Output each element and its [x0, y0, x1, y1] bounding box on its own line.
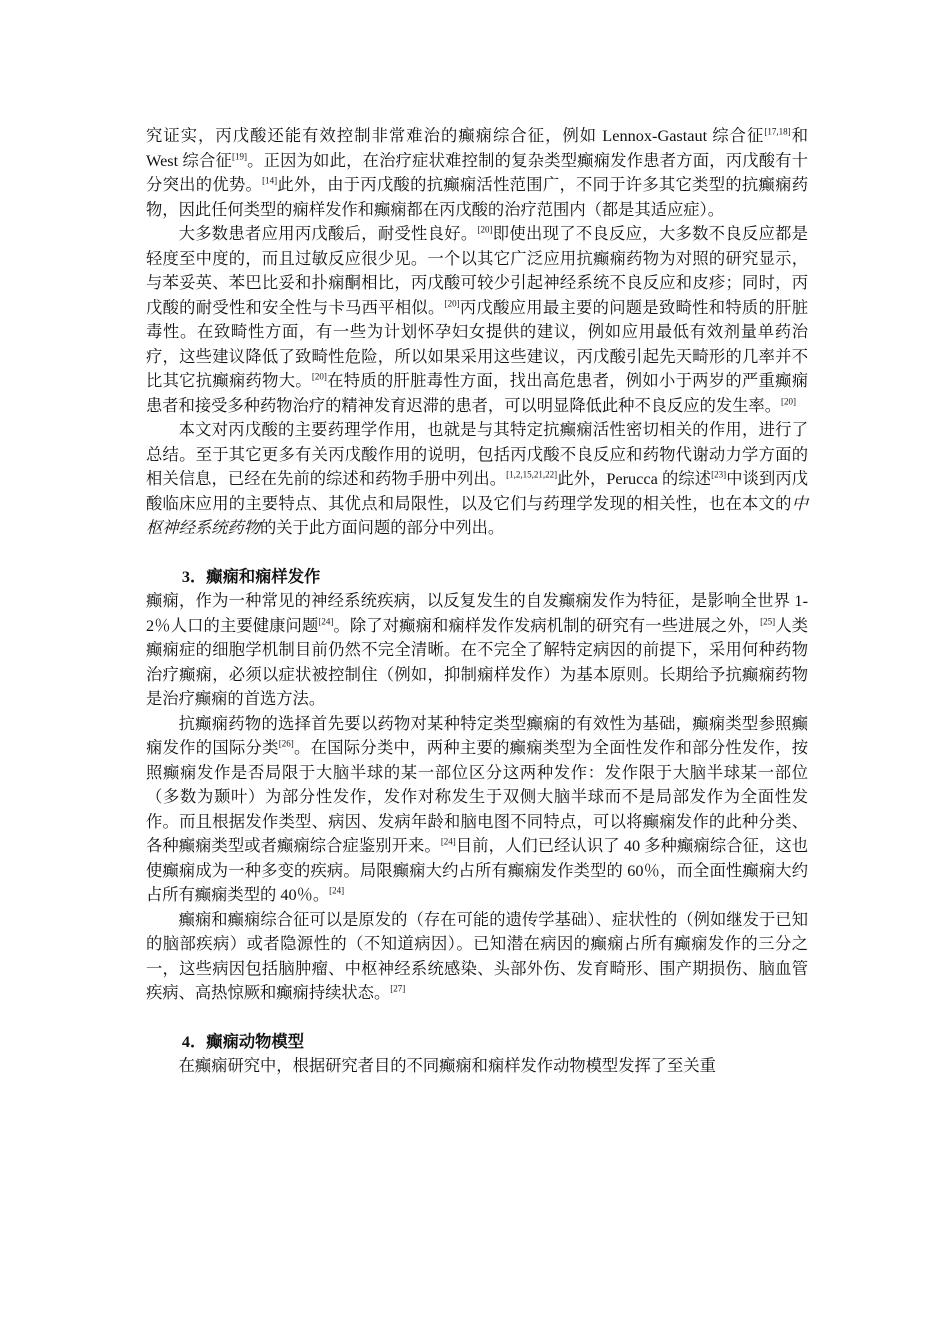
body-text: 此外，Perucca 的综述: [557, 469, 712, 488]
citation: [17,18]: [764, 126, 791, 137]
citation: [20]: [311, 371, 327, 382]
citation: [20]: [780, 396, 796, 407]
citation: [23]: [711, 469, 727, 480]
body-text: 。在国际分类中，两种主要的癫痫类型为全面性发作和部分性发作，按照癫痫发作是否局限于大脑半球的某一部位区分这两种发作：发作限于大脑半球某一部位（多数为颞叶）为部分性发作，发作对称发生于双侧大脑半球而不是局部发作为全面性发作。而且根据发作类型、病因、发病年龄和脑电图不同特点，可以将癫痫发作的此种分类、各种癫痫类型或者癫痫综合症鉴别开来。: [146, 738, 808, 855]
citation: [24]: [318, 616, 334, 627]
body-text: 此外，由于丙戊酸的抗癫痫活性范围广，不同于许多其它类型的抗癫痫药物，因此任何类型的痫样发作和癫痫都在丙戊酸的治疗范围内（都是其适应症）。: [146, 175, 808, 219]
body-text: 究证实，丙戊酸还能有效控制非常难治的癫痫综合征，例如 Lennox-Gastaut 综合征: [146, 126, 765, 145]
body-text: 人类癫痫症的细胞学机制目前仍然不完全清晰。在不完全了解特定病因的前提下，采用何种药物治疗癫痫，必须以症状被控制住（例如，抑制痫样发作）为基本原则。长期给予抗癫痫药物是治疗癫痫的首选方法。: [146, 615, 808, 708]
body-text: 和 West 综合征: [146, 126, 808, 170]
citation: [24]: [440, 836, 456, 847]
citation: [25]: [760, 616, 776, 627]
body-text: 目前，人们已经认识了 40 多种癫痫综合征，这也使癫痫成为一种多变的疾病。局限癫痫大约占所有癫痫发作类型的 60％，而全面性癫痫大约占所有癫痫类型的 40％。: [146, 836, 808, 904]
citation: [1,2,15,21,22]: [506, 469, 558, 480]
paragraph: [146, 222, 808, 418]
spacer: [146, 541, 808, 565]
paragraph: [146, 712, 808, 908]
body-text: 癫痫和癫痫综合征可以是原发的（存在可能的遗传学基础）、症状性的（例如继发于已知的脑部疾病）或者隐源性的（不知道病因）。已知潜在病因的癫痫占所有癫痫发作的三分之一，这些病因包括脑肿瘤、中枢神经系统感染、头部外伤、发育畸形、围产期损伤、脑血管疾病、高热惊厥和癫痫持续状态。: [146, 909, 808, 1002]
body-text: 癫痫，作为一种常见的神经系统疾病，以反复发生的自发癫痫发作为特征，是影响全世界 1-2％人口的主要健康问题: [146, 591, 808, 635]
body-text: 在癫痫研究中，根据研究者目的不同癫痫和痫样发作动物模型发挥了至关重: [178, 1056, 716, 1075]
citation: [19]: [231, 151, 247, 162]
citation: [24]: [329, 885, 345, 896]
section-heading: 3．癫痫和痫样发作: [181, 566, 321, 586]
paragraph: [146, 418, 808, 541]
body-text: 。除了对癫痫和痫样发作发病机制的研究有一些进展之外，: [333, 615, 761, 635]
body-text: 大多数患者应用丙戊酸后，耐受性良好。: [178, 224, 478, 243]
citation: [26]: [278, 738, 294, 749]
spacer: [146, 1006, 808, 1030]
body-text: 抗癫痫药物的选择首先要以药物对某种特定类型癫痫的有效性为基础，癫痫类型参照癫痫发作的国际分类: [146, 713, 808, 757]
citation: [27]: [390, 983, 406, 994]
paragraph: [146, 908, 808, 1006]
body-text: 。正因为如此，在治疗症状难控制的复杂类型癫痫发作患者方面，丙戊酸有十分突出的优势。: [146, 150, 808, 194]
citation: [20]: [477, 224, 493, 235]
italic-text: 中枢神经系统药物: [146, 493, 808, 537]
body-text: 的关于此方面问题的部分中列出。: [259, 518, 505, 537]
section-heading: 4．癫痫动物模型: [181, 1031, 304, 1051]
body-text: 在特质的肝脏毒性方面，找出高危患者，例如小于两岁的严重癫痫患者和接受多种药物治疗的精神发育迟滞的患者，可以明显降低此种不良反应的发生率。: [146, 371, 808, 415]
paragraph: [146, 589, 808, 712]
document-page: [146, 124, 808, 1079]
body-text: 中谈到丙戊酸临床应用的主要特点、其优点和局限性，以及它们与药理学发现的相关性，也在本文的: [146, 469, 808, 513]
body-text: 丙戊酸应用最主要的问题是致畸性和特质的肝脏毒性。在致畸性方面，有一些为计划怀孕妇女提供的建议，例如应用最低有效剂量单药治疗，这些建议降低了致畸性危险，所以如果采用这些建议，丙戊酸引起先天畸形的几率并不比其它抗癫痫药物大。: [146, 297, 808, 390]
body-text: 本文对丙戊酸的主要药理学作用，也就是与其特定抗癫痫活性密切相关的作用，进行了总结。至于其它更多有关丙戊酸作用的说明，包括丙戊酸不良反应和药物代谢动力学方面的相关信息，已经在先前的综述和药物手册中列出。: [146, 420, 808, 488]
citation: [20]: [444, 298, 460, 309]
paragraph: [146, 1054, 808, 1079]
citation: [14]: [262, 175, 278, 186]
paragraph: [146, 124, 808, 222]
body-text: 即使出现了不良反应，大多数不良反应都是轻度至中度的，而且过敏反应很少见。一个以其它广泛应用抗癫痫药物为对照的研究显示，与苯妥英、苯巴比妥和扑痫酮相比，丙戊酸可较少引起神经系统不良反应和皮疹；同时，丙戊酸的耐受性和安全性与卡马西平相似。: [146, 224, 808, 317]
